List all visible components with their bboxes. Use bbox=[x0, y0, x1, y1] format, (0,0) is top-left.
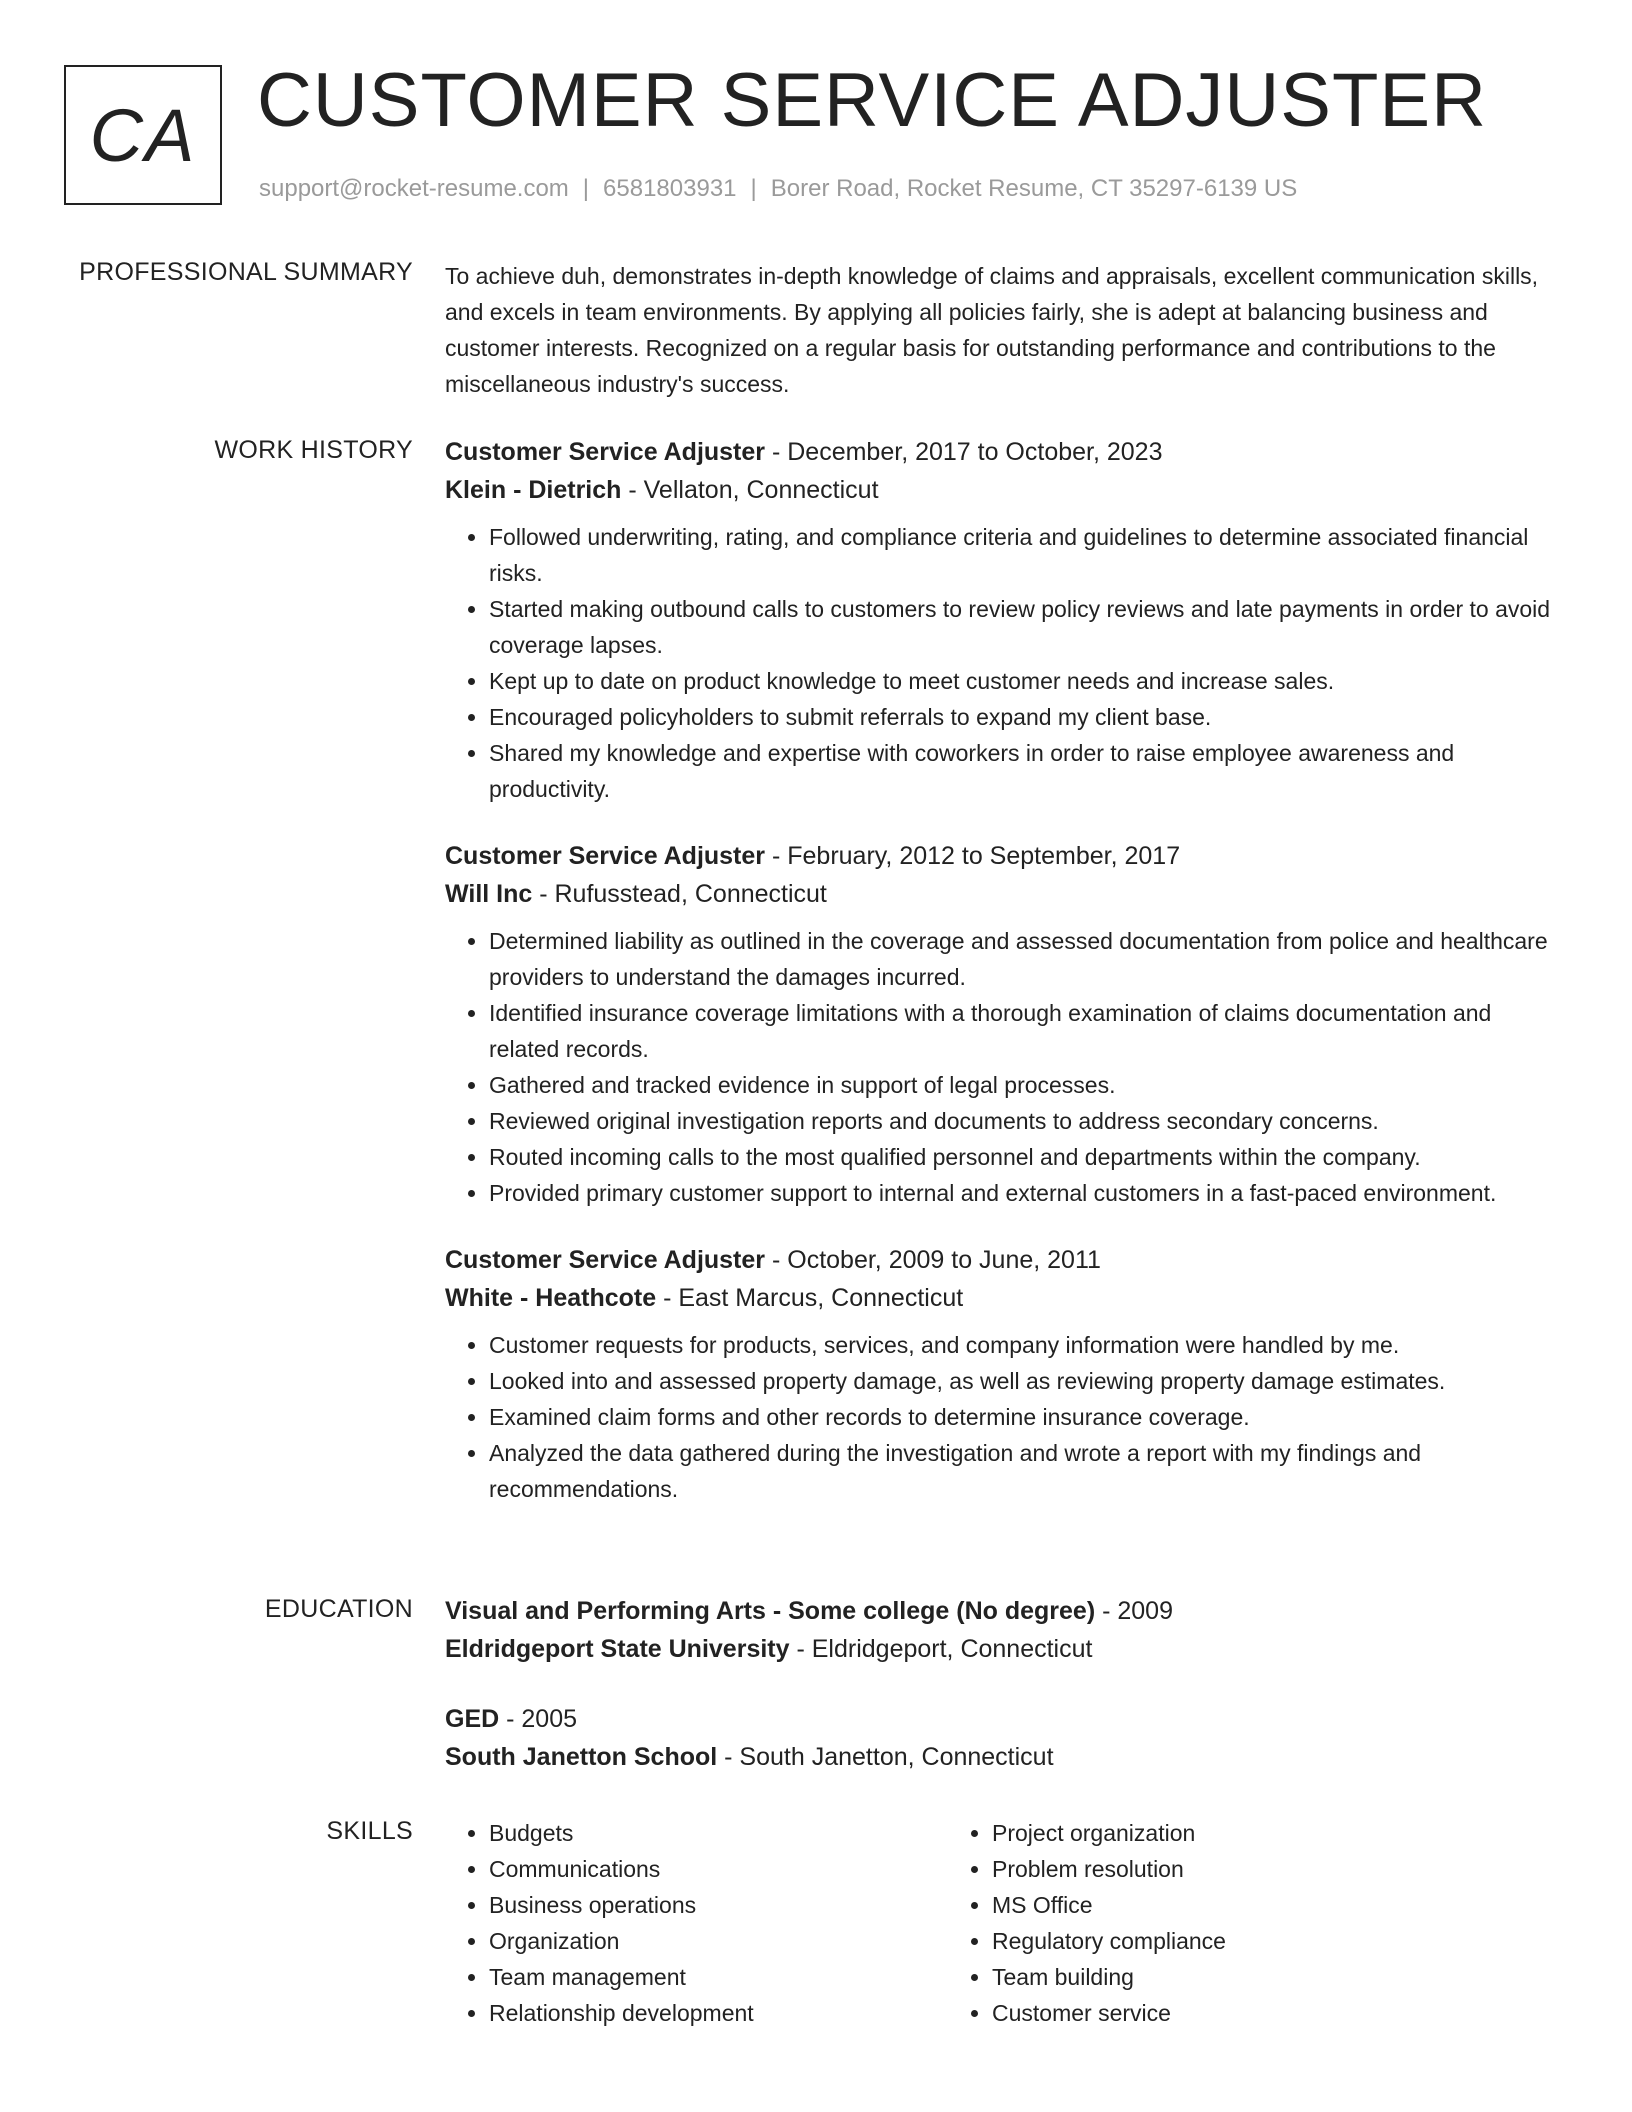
job-entry bbox=[445, 433, 1560, 807]
education-location: - South Janetton, Connecticut bbox=[717, 1743, 1054, 1771]
job-duty: • Gathered and tracked evidence in support of legal processes. bbox=[489, 1067, 1560, 1103]
monogram-initials: CA bbox=[89, 93, 197, 177]
skill-item: • Relationship development bbox=[489, 1995, 948, 2031]
education-entry bbox=[445, 1700, 1560, 1776]
contact-separator: | bbox=[750, 175, 757, 202]
job-company-line bbox=[445, 1279, 1560, 1317]
job-dates: - December, 2017 to October, 2023 bbox=[765, 438, 1163, 466]
skill-item: • Team management bbox=[489, 1959, 948, 1995]
job-title-line bbox=[445, 433, 1560, 471]
job-duty: • Routed incoming calls to the most qualified personnel and departments within the company. bbox=[489, 1139, 1560, 1175]
contact-email: support@rocket-resume.com bbox=[259, 175, 569, 202]
job-entry bbox=[445, 837, 1560, 1211]
skill-item: • Communications bbox=[489, 1851, 948, 1887]
education-school-line bbox=[445, 1630, 1560, 1668]
job-company-line bbox=[445, 875, 1560, 913]
job-duty: • Looked into and assessed property damage, as well as reviewing property damage estimates. bbox=[489, 1363, 1560, 1399]
job-duty: • Kept up to date on product knowledge to meet customer needs and increase sales. bbox=[489, 663, 1560, 699]
education-year: - 2009 bbox=[1095, 1597, 1173, 1625]
skill-item: • MS Office bbox=[992, 1887, 1451, 1923]
section-title-work-history: WORK HISTORY bbox=[214, 436, 413, 464]
skill-item: • Budgets bbox=[489, 1815, 948, 1851]
contact-separator: | bbox=[582, 175, 590, 202]
job-entry bbox=[445, 1241, 1560, 1507]
job-duties-list bbox=[445, 923, 1560, 1211]
skill-item: • Project organization bbox=[992, 1815, 1451, 1851]
job-duty: • Reviewed original investigation reports and documents to address secondary concerns. bbox=[489, 1103, 1560, 1139]
job-title-line bbox=[445, 837, 1560, 875]
contact-phone: 6581803931 bbox=[603, 175, 737, 202]
skills-list-left bbox=[445, 1815, 948, 2031]
skill-item: • Business operations bbox=[489, 1887, 948, 1923]
education-degree-line bbox=[445, 1700, 1560, 1738]
job-duties-list bbox=[445, 519, 1560, 807]
section-title-education: EDUCATION bbox=[264, 1595, 413, 1623]
skills-list-right bbox=[948, 1815, 1451, 2031]
contact-address: Borer Road, Rocket Resume, CT 35297-6139 US bbox=[770, 175, 1298, 202]
job-duty: • Analyzed the data gathered during the investigation and wrote a report with my findings and recommendations. bbox=[489, 1435, 1560, 1507]
job-duty: • Customer requests for products, services, and company information were handled by me. bbox=[489, 1327, 1560, 1363]
contact-line bbox=[259, 175, 1297, 203]
job-duties-list bbox=[445, 1327, 1560, 1507]
job-duty: • Identified insurance coverage limitations with a thorough examination of claims documentation and related records. bbox=[489, 995, 1560, 1067]
section-title-summary: PROFESSIONAL SUMMARY bbox=[79, 258, 413, 286]
job-location: - Rufusstead, Connecticut bbox=[532, 880, 827, 908]
job-duty: • Examined claim forms and other records to determine insurance coverage. bbox=[489, 1399, 1560, 1435]
skill-item: • Customer service bbox=[992, 1995, 1451, 2031]
education-school: Eldridgeport State University bbox=[445, 1635, 790, 1663]
job-role: Customer Service Adjuster bbox=[445, 842, 766, 870]
job-company: White - Heathcote bbox=[445, 1284, 657, 1312]
job-duty: • Shared my knowledge and expertise with coworkers in order to raise employee awareness and productivity. bbox=[489, 735, 1560, 807]
education-location: - Eldridgeport, Connecticut bbox=[789, 1635, 1093, 1663]
job-company: Klein - Dietrich bbox=[445, 476, 622, 504]
skill-item: • Organization bbox=[489, 1923, 948, 1959]
education-year: - 2005 bbox=[499, 1705, 578, 1733]
skills-columns bbox=[445, 1815, 1560, 2031]
job-dates: - February, 2012 to September, 2017 bbox=[765, 842, 1181, 870]
education-school-line bbox=[445, 1738, 1560, 1776]
job-duty: • Followed underwriting, rating, and compliance criteria and guidelines to determine associated financial risks. bbox=[489, 519, 1560, 591]
education-entry bbox=[445, 1592, 1560, 1668]
job-dates: - October, 2009 to June, 2011 bbox=[765, 1246, 1101, 1274]
job-company-line bbox=[445, 471, 1560, 509]
job-company: Will Inc bbox=[445, 880, 533, 908]
job-location: - East Marcus, Connecticut bbox=[656, 1284, 964, 1312]
education-degree: Visual and Performing Arts - Some college (No degree) bbox=[445, 1597, 1096, 1625]
skill-item: • Team building bbox=[992, 1959, 1451, 1995]
job-duty: • Provided primary customer support to internal and external customers in a fast-paced environment. bbox=[489, 1175, 1560, 1211]
job-duty: • Started making outbound calls to customers to review policy reviews and late payments in order to avoid coverage lapses. bbox=[489, 591, 1560, 663]
job-duty: • Determined liability as outlined in the coverage and assessed documentation from police and healthcare providers to understand the damages incurred. bbox=[489, 923, 1560, 995]
job-location: - Vellaton, Connecticut bbox=[621, 476, 879, 504]
candidate-name: CUSTOMER SERVICE ADJUSTER bbox=[257, 58, 1487, 143]
education-degree: GED bbox=[445, 1705, 500, 1733]
job-role: Customer Service Adjuster bbox=[445, 1246, 766, 1274]
education-school: South Janetton School bbox=[445, 1743, 718, 1771]
skill-item: • Problem resolution bbox=[992, 1851, 1451, 1887]
monogram-box bbox=[64, 65, 222, 205]
resume-header bbox=[64, 58, 1584, 211]
education-degree-line bbox=[445, 1592, 1560, 1630]
job-duty: • Encouraged policyholders to submit referrals to expand my client base. bbox=[489, 699, 1560, 735]
job-role: Customer Service Adjuster bbox=[445, 438, 766, 466]
job-title-line bbox=[445, 1241, 1560, 1279]
summary-text: To achieve duh, demonstrates in-depth knowledge of claims and appraisals, excellent communication skills, and excels in team environments. By applying all policies fairly, she is adept at balancing business and customer interests. Recognized on a regular basis for outstanding performance and contributions to the miscellaneous industry's success. bbox=[445, 263, 1539, 397]
section-title-skills: SKILLS bbox=[326, 1817, 413, 1845]
skill-item: • Regulatory compliance bbox=[992, 1923, 1451, 1959]
